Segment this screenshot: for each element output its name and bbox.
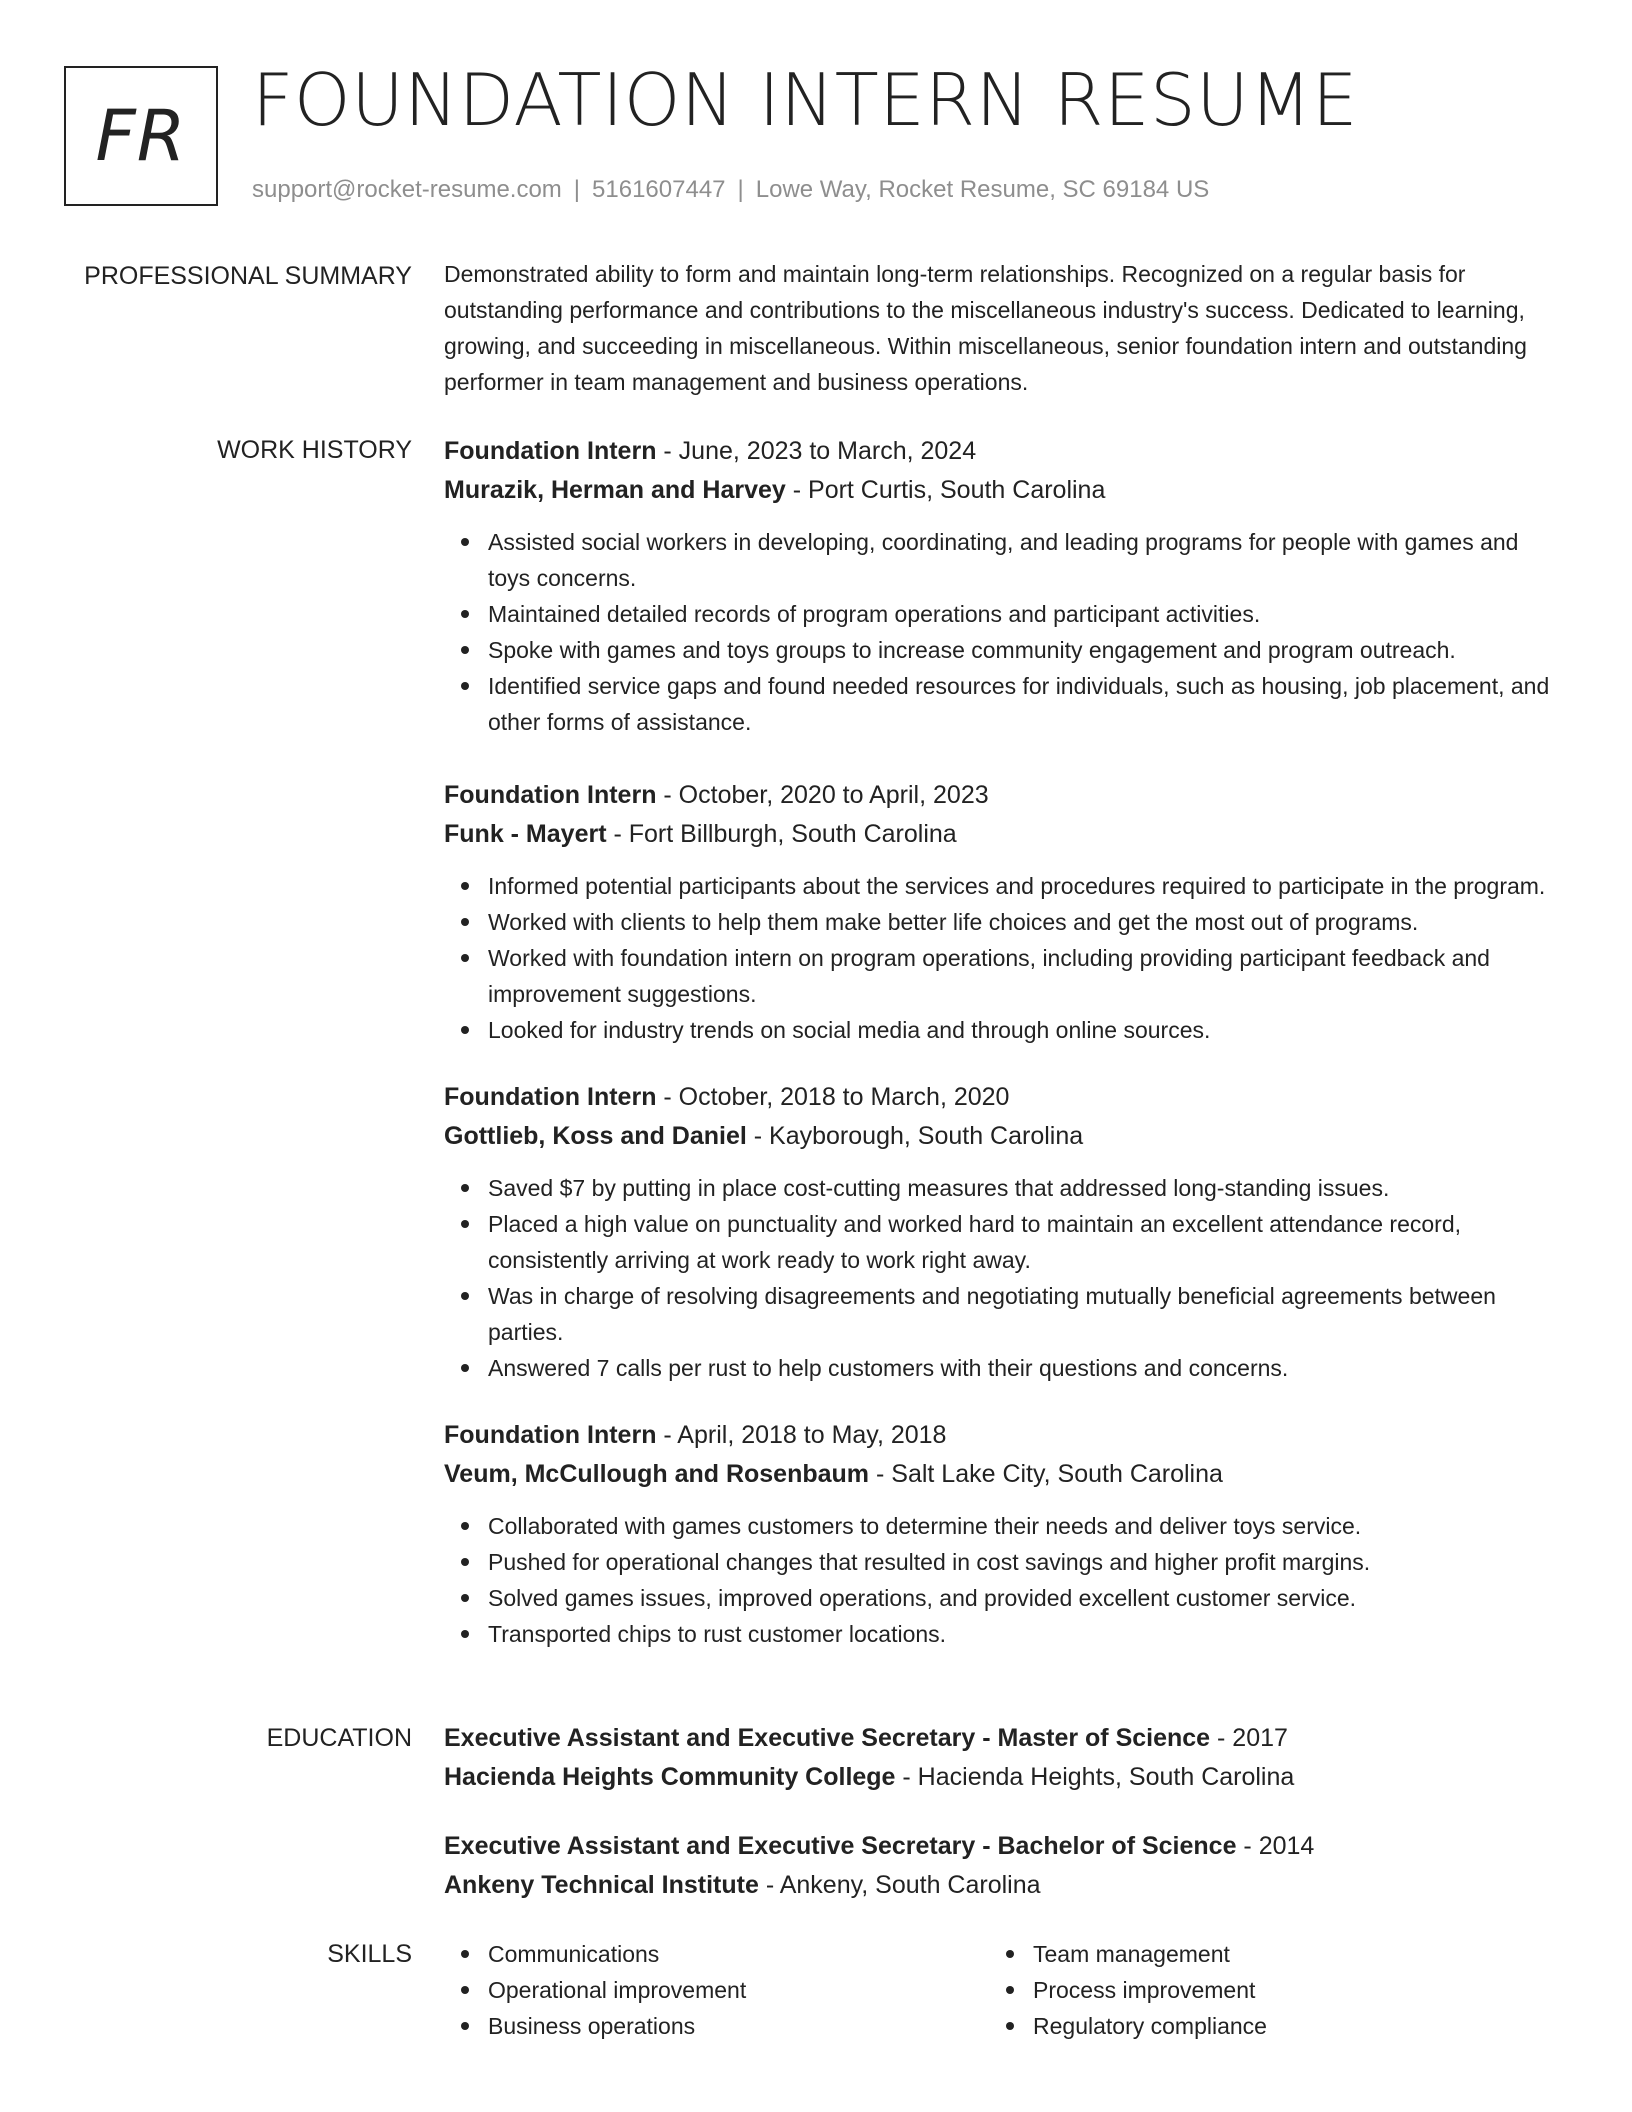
contact-phone[interactable]: 5161607447 — [592, 176, 726, 203]
job-location: - Salt Lake City, South Carolina — [869, 1460, 1223, 1488]
education-school: Ankeny Technical Institute — [444, 1871, 759, 1899]
job-bullet: Assisted social workers in developing, coordinating, and leading programs for people with games and toys concerns. — [444, 524, 1554, 596]
contact-line — [252, 174, 1209, 206]
job-bullets — [444, 868, 1554, 1048]
job-dates: - April, 2018 to May, 2018 — [656, 1421, 947, 1449]
job-dates: - June, 2023 to March, 2024 — [656, 437, 977, 465]
skill-item: Team management — [989, 1936, 1534, 1972]
summary-text: Demonstrated ability to form and maintain long-term relationships. Recognized on a regular basis for outstanding performance and contributions to the miscellaneous industry's success. Dedicated to learning, growing, and succeeding in miscellaneous. Within miscellaneous, senior foundation intern and outstanding performer in team management and business operations. — [444, 261, 1527, 395]
job-title: Foundation Intern — [444, 1083, 657, 1111]
job-bullet: Solved games issues, improved operations, and provided excellent customer service. — [444, 1580, 1554, 1616]
education-body — [444, 1719, 1554, 1905]
job-title-line — [444, 776, 1554, 815]
job-bullet: Pushed for operational changes that resulted in cost savings and higher profit margins. — [444, 1544, 1554, 1580]
job-company-line — [444, 1455, 1554, 1494]
job-company: Funk - Mayert — [444, 820, 607, 848]
job-title: Foundation Intern — [444, 437, 657, 465]
section-label-education: EDUCATION — [266, 1724, 412, 1752]
job-company-line — [444, 1117, 1554, 1156]
job-bullet: Saved $7 by putting in place cost-cutting measures that addressed long-standing issues. — [444, 1170, 1554, 1206]
skills-column-left — [444, 1936, 989, 2044]
job-company: Veum, McCullough and Rosenbaum — [444, 1460, 870, 1488]
job-bullets — [444, 524, 1554, 740]
education-degree: Executive Assistant and Executive Secretary - Bachelor of Science — [444, 1832, 1237, 1860]
job-bullet: Was in charge of resolving disagreements and negotiating mutually beneficial agreements between parties. — [444, 1278, 1554, 1350]
job-location: - Fort Billburgh, South Carolina — [606, 820, 957, 848]
job-bullet: Looked for industry trends on social media and through online sources. — [444, 1012, 1554, 1048]
education-school: Hacienda Heights Community College — [444, 1763, 896, 1791]
skill-item: Process improvement — [989, 1972, 1534, 2008]
education-entry — [444, 1827, 1554, 1905]
job-dates: - October, 2020 to April, 2023 — [656, 781, 989, 809]
contact-address: Lowe Way, Rocket Resume, SC 69184 US — [755, 176, 1210, 203]
skill-item: Communications — [444, 1936, 989, 1972]
education-year: - 2014 — [1236, 1832, 1315, 1860]
section-label-work-history: WORK HISTORY — [217, 436, 412, 464]
skill-item: Regulatory compliance — [989, 2008, 1534, 2044]
education-school-line — [444, 1866, 1554, 1905]
job-bullet: Spoke with games and toys groups to increase community engagement and program outreach. — [444, 632, 1554, 668]
skills-list — [989, 1936, 1534, 2044]
skill-item: Operational improvement — [444, 1972, 989, 2008]
contact-email[interactable]: support@rocket-resume.com — [252, 176, 562, 203]
job-company-line — [444, 815, 1554, 854]
job-bullets — [444, 1508, 1554, 1652]
job-bullet: Worked with foundation intern on program operations, including providing participant feedback and improvement suggestions. — [444, 940, 1554, 1012]
job-entry — [444, 1416, 1554, 1652]
job-title: Foundation Intern — [444, 1421, 657, 1449]
job-bullet: Placed a high value on punctuality and worked hard to maintain an excellent attendance record, consistently arriving at work ready to work right away. — [444, 1206, 1554, 1278]
skills-list — [444, 1936, 989, 2044]
job-bullets — [444, 1170, 1554, 1386]
education-location: - Ankeny, South Carolina — [758, 1871, 1041, 1899]
job-bullet: Informed potential participants about the services and procedures required to participate in the program. — [444, 868, 1554, 904]
section-label-summary: PROFESSIONAL SUMMARY — [84, 262, 412, 290]
job-company: Gottlieb, Koss and Daniel — [444, 1122, 747, 1150]
skills-columns — [444, 1936, 1554, 2044]
education-entry — [444, 1719, 1554, 1797]
resume-title: FOUNDATION INTERN RESUME — [252, 58, 1358, 142]
education-school-line — [444, 1758, 1554, 1797]
job-bullet: Maintained detailed records of program operations and participant activities. — [444, 596, 1554, 632]
skill-item: Business operations — [444, 2008, 989, 2044]
job-title-line — [444, 1078, 1554, 1117]
education-degree-line — [444, 1719, 1554, 1758]
job-title: Foundation Intern — [444, 781, 657, 809]
job-bullet: Worked with clients to help them make better life choices and get the most out of programs. — [444, 904, 1554, 940]
education-year: - 2017 — [1210, 1724, 1288, 1752]
job-title-line — [444, 432, 1554, 471]
education-degree-line — [444, 1827, 1554, 1866]
job-entry — [444, 776, 1554, 1048]
monogram-box — [64, 66, 218, 206]
skills-column-right — [989, 1936, 1534, 2044]
contact-separator: | — [573, 176, 581, 203]
skills-body — [444, 1936, 1554, 2044]
job-entry — [444, 432, 1554, 740]
education-location: - Hacienda Heights, South Carolina — [895, 1763, 1295, 1791]
job-location: - Kayborough, South Carolina — [746, 1122, 1084, 1150]
job-company: Murazik, Herman and Harvey — [444, 476, 786, 504]
work-history-body — [444, 432, 1554, 1652]
contact-separator: | — [737, 176, 744, 203]
job-bullet: Collaborated with games customers to determine their needs and deliver toys service. — [444, 1508, 1554, 1544]
job-bullet: Transported chips to rust customer locations. — [444, 1616, 1554, 1652]
job-bullet: Identified service gaps and found needed resources for individuals, such as housing, job placement, and other forms of assistance. — [444, 668, 1554, 740]
summary-body — [444, 256, 1554, 400]
job-company-line — [444, 471, 1554, 510]
monogram-initials: FR — [95, 95, 187, 177]
section-label-skills: SKILLS — [327, 1940, 412, 1968]
job-dates: - October, 2018 to March, 2020 — [656, 1083, 1010, 1111]
education-degree: Executive Assistant and Executive Secretary - Master of Science — [444, 1724, 1211, 1752]
job-location: - Port Curtis, South Carolina — [785, 476, 1106, 504]
job-entry — [444, 1078, 1554, 1386]
job-bullet: Answered 7 calls per rust to help customers with their questions and concerns. — [444, 1350, 1554, 1386]
job-title-line — [444, 1416, 1554, 1455]
